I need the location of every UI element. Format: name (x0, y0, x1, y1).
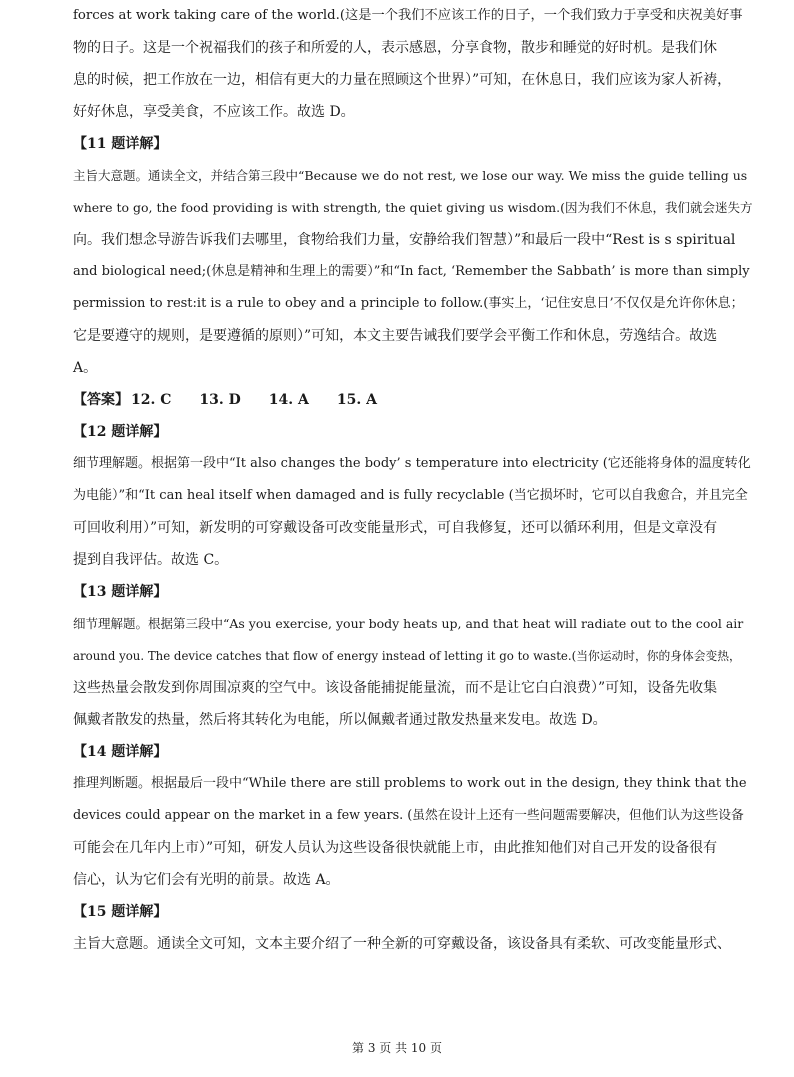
text-line: permission to rest:it is a rule to obey and a principle to follow.(事实上，‘记住安息日’不仅仅是允许你休息； (73, 296, 744, 311)
text-line: 主旨大意题。通读全文可知，文本主要介绍了一种全新的可穿戴设备，该设备具有柔软、可改变能量形式、 (73, 936, 731, 952)
text-line: devices could appear on the market in a few years. (虽然在设计上还有一些问题需要解决，但他们认为这些设备 (73, 808, 744, 823)
text-line: 主旨大意题。通读全文，并结合第三段中“Because we do not rest, we lose our way. We miss the guide telling us (73, 168, 748, 183)
section-heading-12: 【12 题详解】 (73, 424, 168, 440)
text-line: 可回收利用）”可知，新发明的可穿戴设备可改变能量形式，可自我修复，还可以循环利用，但是文章没有 (73, 520, 718, 536)
text-line: forces at work taking care of the world.(这是一个我们不应该工作的日子，一个我们致力于享受和庆祝美好事 (73, 8, 743, 23)
answer-item: 14. A (268, 392, 309, 408)
text-line: 佩戴者散发的热量，然后将其转化为电能，所以佩戴者通过散发热量来发电。故选 D。 (73, 712, 607, 728)
text-line: 这些热量会散发到你周围凉爽的空气中。该设备能捕捉能量流，而不是让它白白浪费）”可知，设备先收集 (73, 680, 718, 696)
text-line: 它是要遵守的规则，是要遵循的原则）”可知，本文主要告诫我们要学会平衡工作和休息，劳逸结合。故选 (73, 328, 718, 344)
answer-item: 12. C (131, 392, 172, 408)
text-line: 细节理解题。根据第一段中“It also changes the body’ s temperature into electricity (它还能将身体的温度转化 (73, 456, 751, 471)
answer-item: 13. D (199, 392, 241, 408)
text-line: 好好休息，享受美食，不应该工作。故选 D。 (73, 104, 355, 120)
text-line: and biological need;(休息是精神和生理上的需要）”和“In fact, ‘Remember the Sabbath’ is more than simply (73, 264, 750, 279)
text-line: 细节理解题。根据第三段中“As you exercise, your body heats up, and that heat will radiate out to the cool air (73, 616, 744, 631)
text-line: A。 (73, 360, 98, 376)
answer-key (73, 384, 745, 416)
text-line: 提到自我评估。故选 C。 (73, 552, 229, 568)
text-line: 为电能）”和“It can heal itself when damaged and is fully recyclable (当它损坏时，它可以自我愈合，并且完全 (73, 488, 748, 503)
page-footer: 第 3 页 共 10 页 (352, 1041, 442, 1055)
answer-item: 15. A (336, 392, 377, 408)
page-body (73, 0, 753, 960)
section-heading-14: 【14 题详解】 (73, 744, 168, 760)
text-line: 向。我们想念导游告诉我们去哪里，食物给我们力量，安静给我们智慧）”和最后一段中“Rest is s spiritual (73, 232, 736, 248)
section-heading-13: 【13 题详解】 (73, 584, 168, 600)
text-line: around you. The device catches that flow of energy instead of letting it go to waste.(当你运动时，你的身体会变热， (73, 649, 741, 663)
text-line: 可能会在几年内上市）”可知，研发人员认为这些设备很快就能上市，由此推知他们对自己开发的设备很有 (73, 840, 718, 856)
text-line: 物的日子。这是一个祝福我们的孩子和所爱的人，表示感恩，分享食物，散步和睡觉的好时机。是我们休 (73, 40, 717, 56)
text-line: 息的时候，把工作放在一边，相信有更大的力量在照顾这个世界）”可知，在休息日，我们应该为家人祈祷， (73, 72, 732, 88)
section-heading-11: 【11 题详解】 (73, 136, 168, 152)
answer-label: 【答案】 (73, 392, 129, 408)
text-line: 信心，认为它们会有光明的前景。故选 A。 (73, 872, 340, 888)
text-line: 推理判断题。根据最后一段中“While there are still problems to work out in the design, they think that the (73, 776, 747, 791)
section-heading-15: 【15 题详解】 (73, 904, 168, 920)
text-line: where to go, the food providing is with strength, the quiet giving us wisdom.(因为我们不休息，我们就会迷失方 (73, 200, 753, 215)
